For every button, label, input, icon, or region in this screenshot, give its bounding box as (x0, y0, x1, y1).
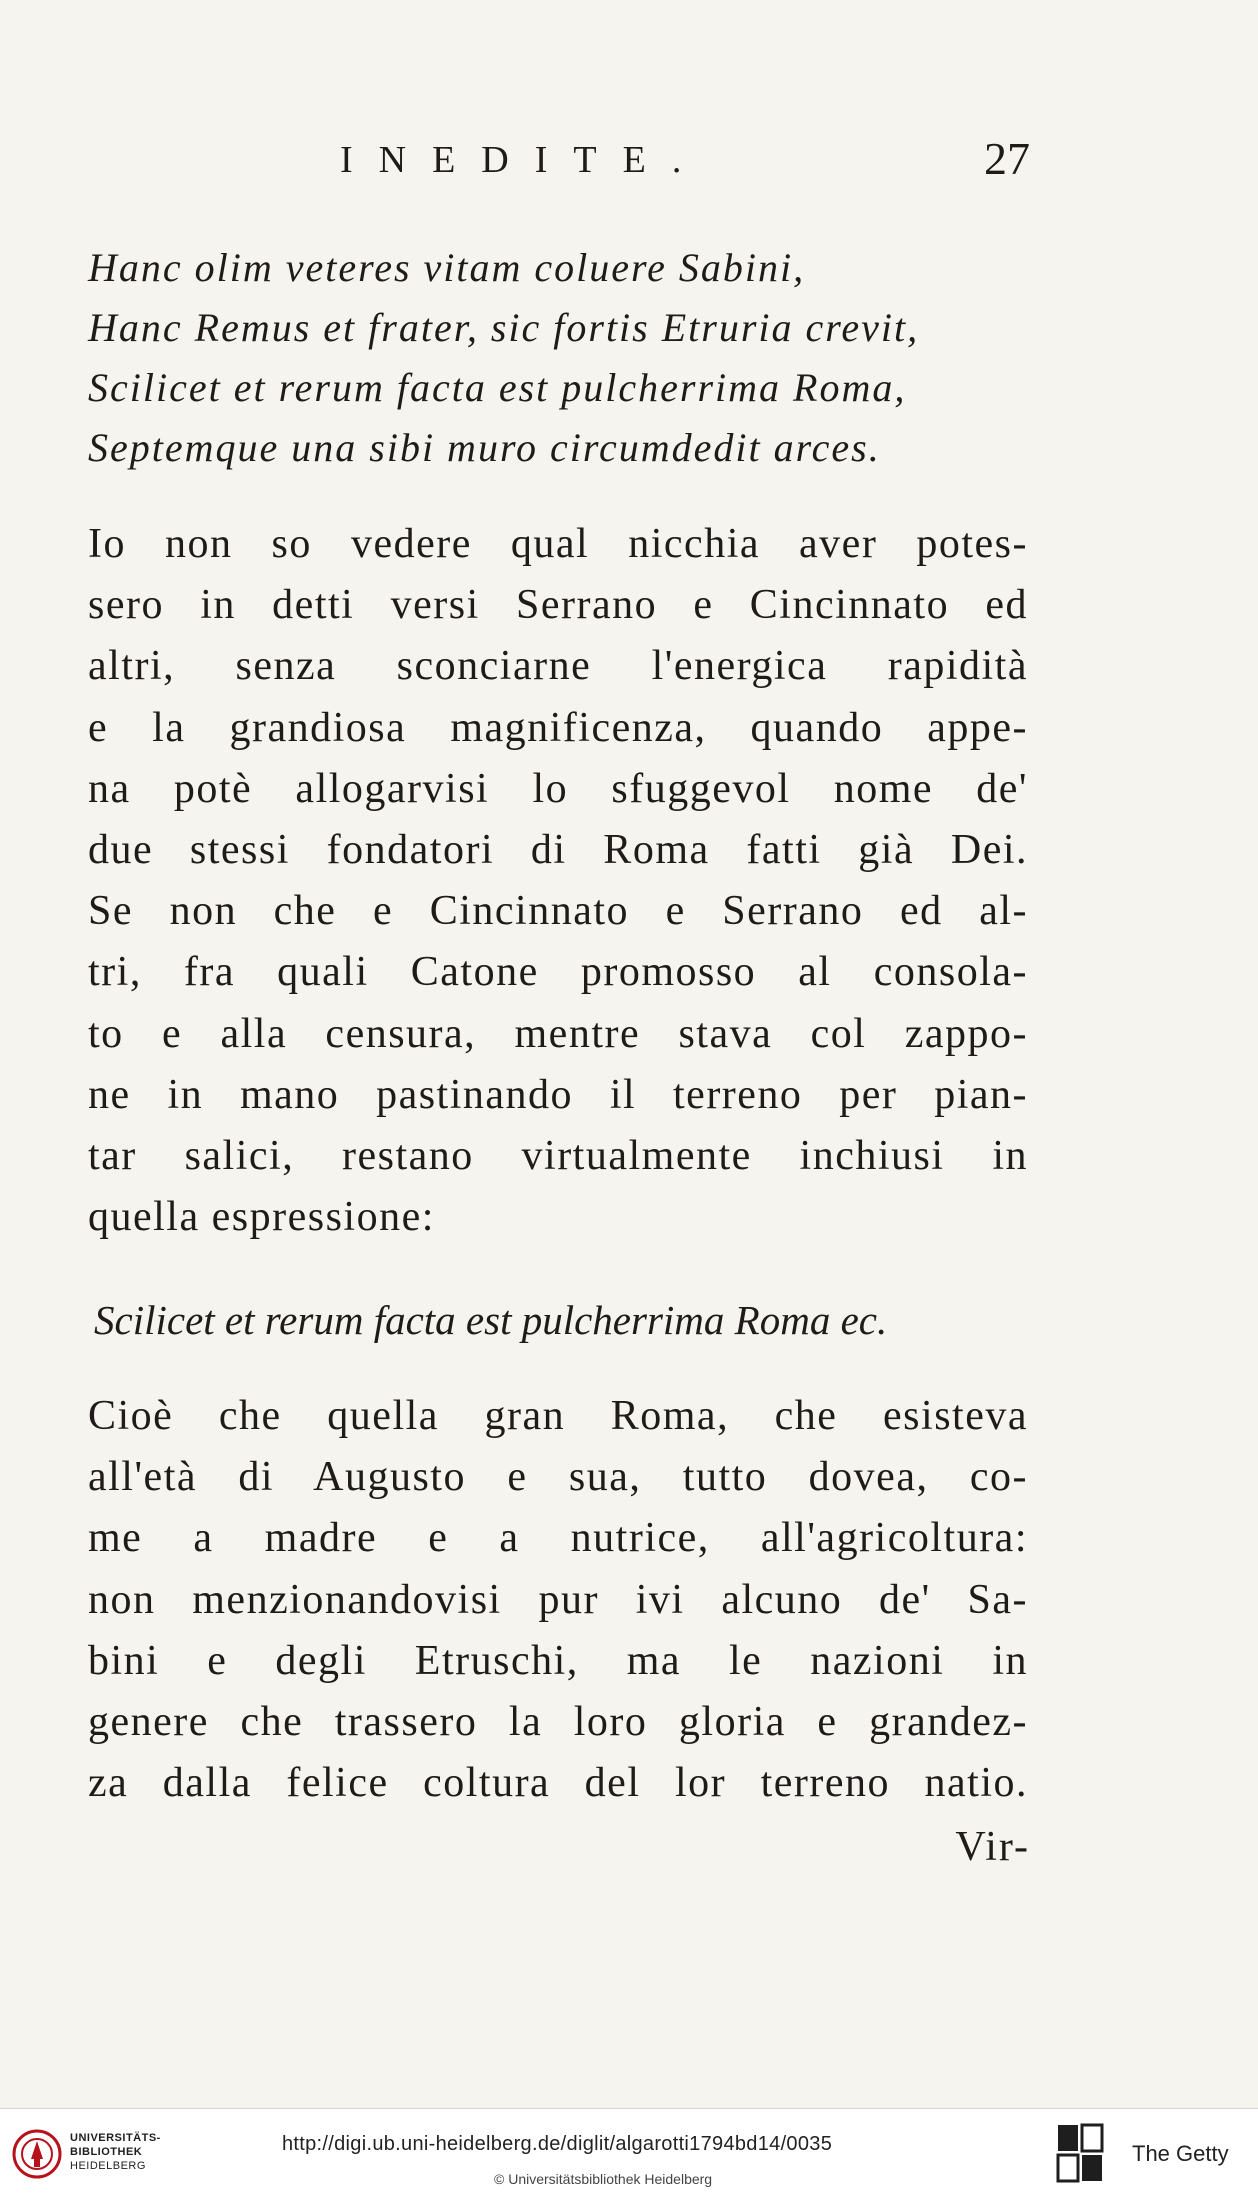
text-line: tri, fra quali Catone promosso al consola- (88, 949, 1028, 996)
verse-line: Hanc Remus et frater, sic fortis Etruria crevit, (88, 305, 920, 350)
verse-line: Hanc olim veteres vitam coluere Sabini, (88, 245, 806, 290)
getty-logo-icon (1056, 2123, 1104, 2185)
text-line: za dalla felice coltura del lor terreno natio. (88, 1760, 1028, 1807)
page-number: 27 (984, 133, 1030, 184)
paragraph-2 (88, 1386, 1028, 1814)
text-line: na potè allogarvisi lo sfuggevol nome de' (88, 765, 1028, 812)
library-name-line: UNIVERSITÄTS- (70, 2132, 161, 2144)
text-line: Io non so vedere qual nicchia aver potes- (88, 521, 1028, 567)
text-line: genere che trassero la loro gloria e grandez- (88, 1699, 1028, 1746)
running-head: INEDITE. (340, 139, 708, 181)
library-name (70, 2131, 161, 2173)
verse-line: Scilicet et rerum facta est pulcherrima Roma, (88, 365, 907, 410)
viewer-footer (0, 2108, 1258, 2200)
text-line: me a madre e a nutrice, all'agricoltura: (88, 1515, 1028, 1562)
text-line: to e alla censura, mentre stava col zappo- (88, 1010, 1028, 1057)
university-seal-icon (12, 2129, 62, 2179)
paragraph-1 (88, 514, 1028, 1248)
text-line: Se non che e Cincinnato e Serrano ed al- (88, 888, 1028, 935)
text-line: sero in detti versi Serrano e Cincinnato ed (88, 582, 1028, 629)
copyright-notice: © Universitätsbibliothek Heidelberg (494, 2171, 713, 2187)
text-line: altri, senza sconciarne l'energica rapidità (88, 643, 1028, 690)
text-line: bini e degli Etruschi, ma le nazioni in (88, 1637, 1028, 1684)
text-line: ne in mano pastinando il terreno per pian- (88, 1071, 1028, 1118)
text-line: e la grandiosa magnificenza, quando appe- (88, 704, 1028, 751)
text-line: due stessi fondatori di Roma fatti già Dei. (88, 827, 1028, 874)
verse-quotation (88, 238, 1038, 478)
verse-line: Septemque una sibi muro circumdedit arces. (88, 425, 881, 470)
text-line: Cioè che quella gran Roma, che esisteva (88, 1393, 1028, 1439)
catchword: Vir- (955, 1824, 1030, 1870)
library-name-line: HEIDELBERG (70, 2160, 146, 2172)
text-line: tar salici, restano virtualmente inchiusi in (88, 1133, 1028, 1180)
partner-name: The Getty (1132, 2141, 1229, 2166)
text-line: non menzionandovisi pur ivi alcuno de' Sa- (88, 1576, 1028, 1623)
page-header (90, 133, 1030, 198)
text-line: all'età di Augusto e sua, tutto dovea, co- (88, 1454, 1028, 1501)
permalink-url[interactable]: http://digi.ub.uni-heidelberg.de/diglit/algarotti1794bd14/0035 (282, 2133, 833, 2155)
latin-quote: Scilicet et rerum facta est pulcherrima Roma ec. (94, 1297, 888, 1343)
text-line: quella espressione: (88, 1194, 435, 1241)
library-name-line: BIBLIOTHEK (70, 2146, 143, 2158)
